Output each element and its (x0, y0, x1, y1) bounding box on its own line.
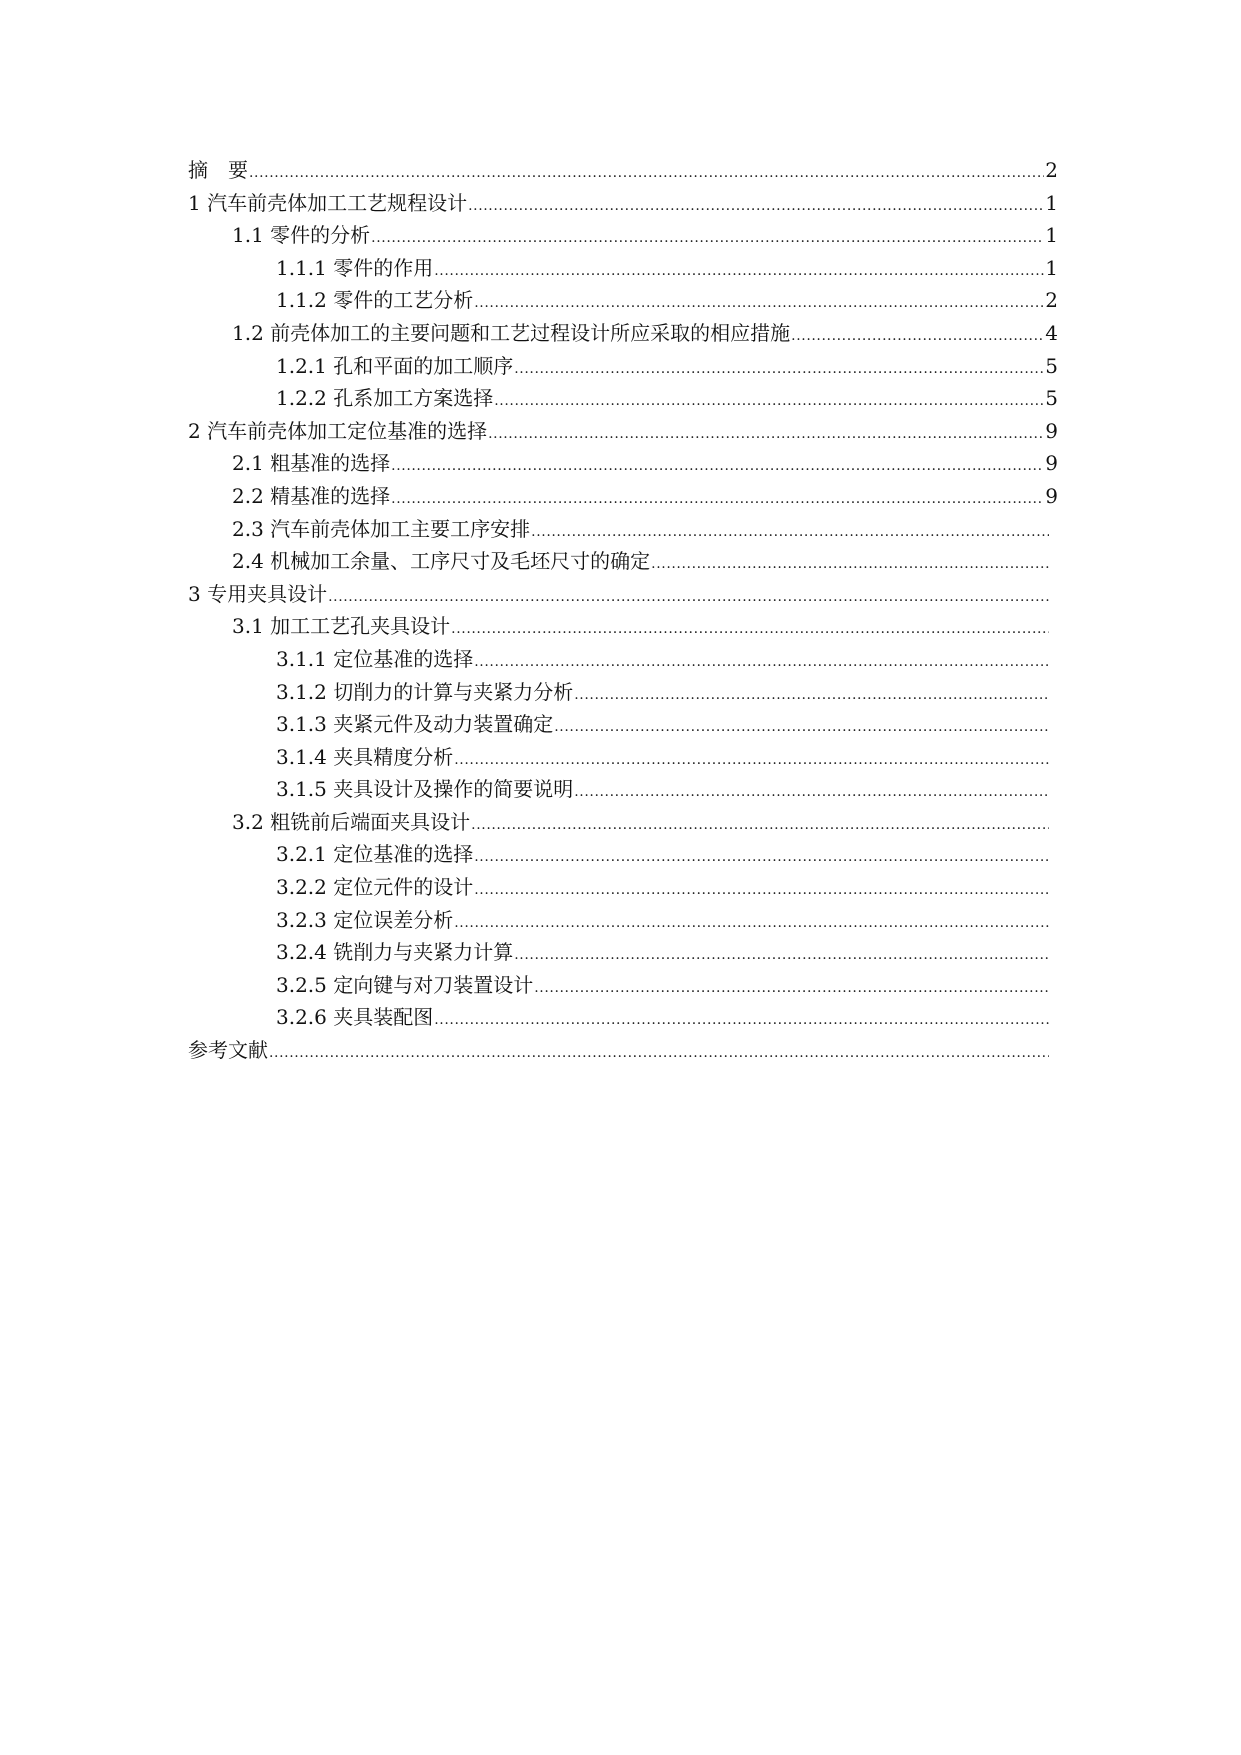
toc-dot-leader (269, 1034, 1049, 1070)
toc-entry-page-number: 4 (1045, 320, 1058, 345)
toc-entry-title: 3.2 粗铣前后端面夹具设计 (232, 809, 471, 834)
toc-entry-title: 1.1.1 零件的作用 (276, 255, 434, 280)
toc-dot-leader (471, 806, 1049, 842)
toc-entry-title: 2.4 机械加工余量、工序尺寸及毛坯尺寸的确定 (232, 549, 651, 574)
toc-dot-leader (474, 838, 1049, 874)
toc-entry-title: 3.2.1 定位基准的选择 (276, 842, 474, 867)
toc-entry-page-number: 9 (1045, 483, 1058, 508)
toc-entry[interactable] (188, 578, 1058, 611)
toc-dot-leader (488, 415, 1044, 451)
toc-entry-title: 1 汽车前壳体加工工艺规程设计 (188, 190, 468, 215)
toc-entry[interactable] (188, 806, 1058, 839)
toc-dot-leader (574, 773, 1049, 809)
toc-entry-title: 1.2.1 孔和平面的加工顺序 (276, 353, 514, 378)
toc-entry[interactable] (188, 415, 1058, 448)
toc-dot-leader (391, 480, 1044, 516)
toc-dot-leader (434, 1001, 1049, 1037)
toc-dot-leader (434, 252, 1044, 288)
toc-entry[interactable] (188, 741, 1058, 774)
toc-entry-title: 3.1.4 夹具精度分析 (276, 744, 454, 769)
toc-entry-title: 2.1 粗基准的选择 (232, 451, 391, 476)
toc-dot-leader (514, 936, 1049, 972)
toc-entry-title: 3 专用夹具设计 (188, 581, 328, 606)
toc-entry-title: 3.2.4 铣削力与夹紧力计算 (276, 940, 514, 965)
toc-entry-page-number: 1 (1045, 255, 1058, 280)
toc-entry[interactable] (188, 513, 1058, 546)
toc-entry-page-number: 9 (1045, 418, 1058, 443)
toc-entry-title: 3.2.5 定向键与对刀装置设计 (276, 972, 534, 997)
toc-dot-leader (531, 513, 1049, 549)
toc-entry[interactable] (188, 382, 1058, 415)
toc-entry[interactable] (188, 643, 1058, 676)
toc-dot-leader (474, 643, 1049, 679)
toc-entry[interactable] (188, 904, 1058, 937)
toc-dot-leader (791, 317, 1044, 353)
toc-dot-leader (494, 382, 1044, 418)
toc-entry-title: 1.2.2 孔系加工方案选择 (276, 386, 494, 411)
toc-entry-page-number: 5 (1045, 353, 1058, 378)
toc-entry[interactable] (188, 1034, 1058, 1067)
toc-entry[interactable] (188, 350, 1058, 383)
toc-entry[interactable] (188, 252, 1058, 285)
toc-dot-leader (534, 969, 1049, 1005)
toc-entry[interactable] (188, 773, 1058, 806)
toc-entry-title: 2.2 精基准的选择 (232, 483, 391, 508)
toc-entry-title: 3.2.3 定位误差分析 (276, 907, 454, 932)
toc-entry[interactable] (188, 871, 1058, 904)
toc-dot-leader (514, 350, 1044, 386)
toc-entry-title: 3.2.6 夹具装配图 (276, 1005, 434, 1030)
toc-dot-leader (391, 447, 1044, 483)
toc-entry-page-number: 1 (1045, 223, 1058, 248)
toc-entry[interactable] (188, 1001, 1058, 1034)
toc-entry[interactable] (188, 219, 1058, 252)
toc-entry-title: 1.2 前壳体加工的主要问题和工艺过程设计所应采取的相应措施 (232, 320, 791, 345)
toc-entry[interactable] (188, 610, 1058, 643)
toc-entry[interactable] (188, 480, 1058, 513)
toc-dot-leader (328, 578, 1049, 614)
toc-entry-title: 1.1 零件的分析 (232, 223, 371, 248)
toc-entry-title: 3.2.2 定位元件的设计 (276, 875, 474, 900)
toc-entry-page-number: 5 (1045, 386, 1058, 411)
toc-entry[interactable] (188, 545, 1058, 578)
toc-dot-leader (554, 708, 1049, 744)
toc-dot-leader (454, 904, 1049, 940)
toc-entry-title: 3.1.3 夹紧元件及动力装置确定 (276, 712, 554, 737)
toc-entry-title: 摘 要 (188, 158, 248, 182)
toc-dot-leader (468, 187, 1044, 223)
table-of-contents (188, 154, 1058, 1067)
toc-entry[interactable] (188, 708, 1058, 741)
toc-entry-title: 参考文献 (188, 1038, 268, 1063)
toc-dot-leader (451, 610, 1049, 646)
toc-entry-title: 3.1 加工工艺孔夹具设计 (232, 614, 451, 639)
toc-dot-leader (371, 219, 1044, 255)
toc-entry-title: 3.1.5 夹具设计及操作的简要说明 (276, 777, 574, 802)
toc-entry-title: 2.3 汽车前壳体加工主要工序安排 (232, 516, 531, 541)
toc-dot-leader (474, 871, 1049, 907)
toc-dot-leader (651, 545, 1049, 581)
toc-entry[interactable] (188, 969, 1058, 1002)
toc-entry[interactable] (188, 187, 1058, 220)
toc-entry[interactable] (188, 317, 1058, 350)
toc-entry-title: 3.1.1 定位基准的选择 (276, 646, 474, 671)
toc-entry-title: 1.1.2 零件的工艺分析 (276, 288, 474, 313)
toc-entry[interactable] (188, 154, 1058, 187)
toc-entry-title: 3.1.2 切削力的计算与夹紧力分析 (276, 679, 574, 704)
toc-entry[interactable] (188, 447, 1058, 480)
toc-entry[interactable] (188, 936, 1058, 969)
toc-entry-page-number: 2 (1045, 288, 1058, 313)
toc-entry[interactable] (188, 838, 1058, 871)
toc-entry[interactable] (188, 676, 1058, 709)
toc-entry-page-number: 2 (1045, 158, 1058, 182)
toc-dot-leader (249, 154, 1044, 190)
toc-entry-title: 2 汽车前壳体加工定位基准的选择 (188, 418, 488, 443)
toc-dot-leader (474, 284, 1044, 320)
toc-entry[interactable] (188, 284, 1058, 317)
toc-entry-page-number: 1 (1045, 190, 1058, 215)
toc-dot-leader (574, 676, 1049, 712)
toc-entry-page-number: 9 (1045, 451, 1058, 476)
toc-dot-leader (454, 741, 1049, 777)
